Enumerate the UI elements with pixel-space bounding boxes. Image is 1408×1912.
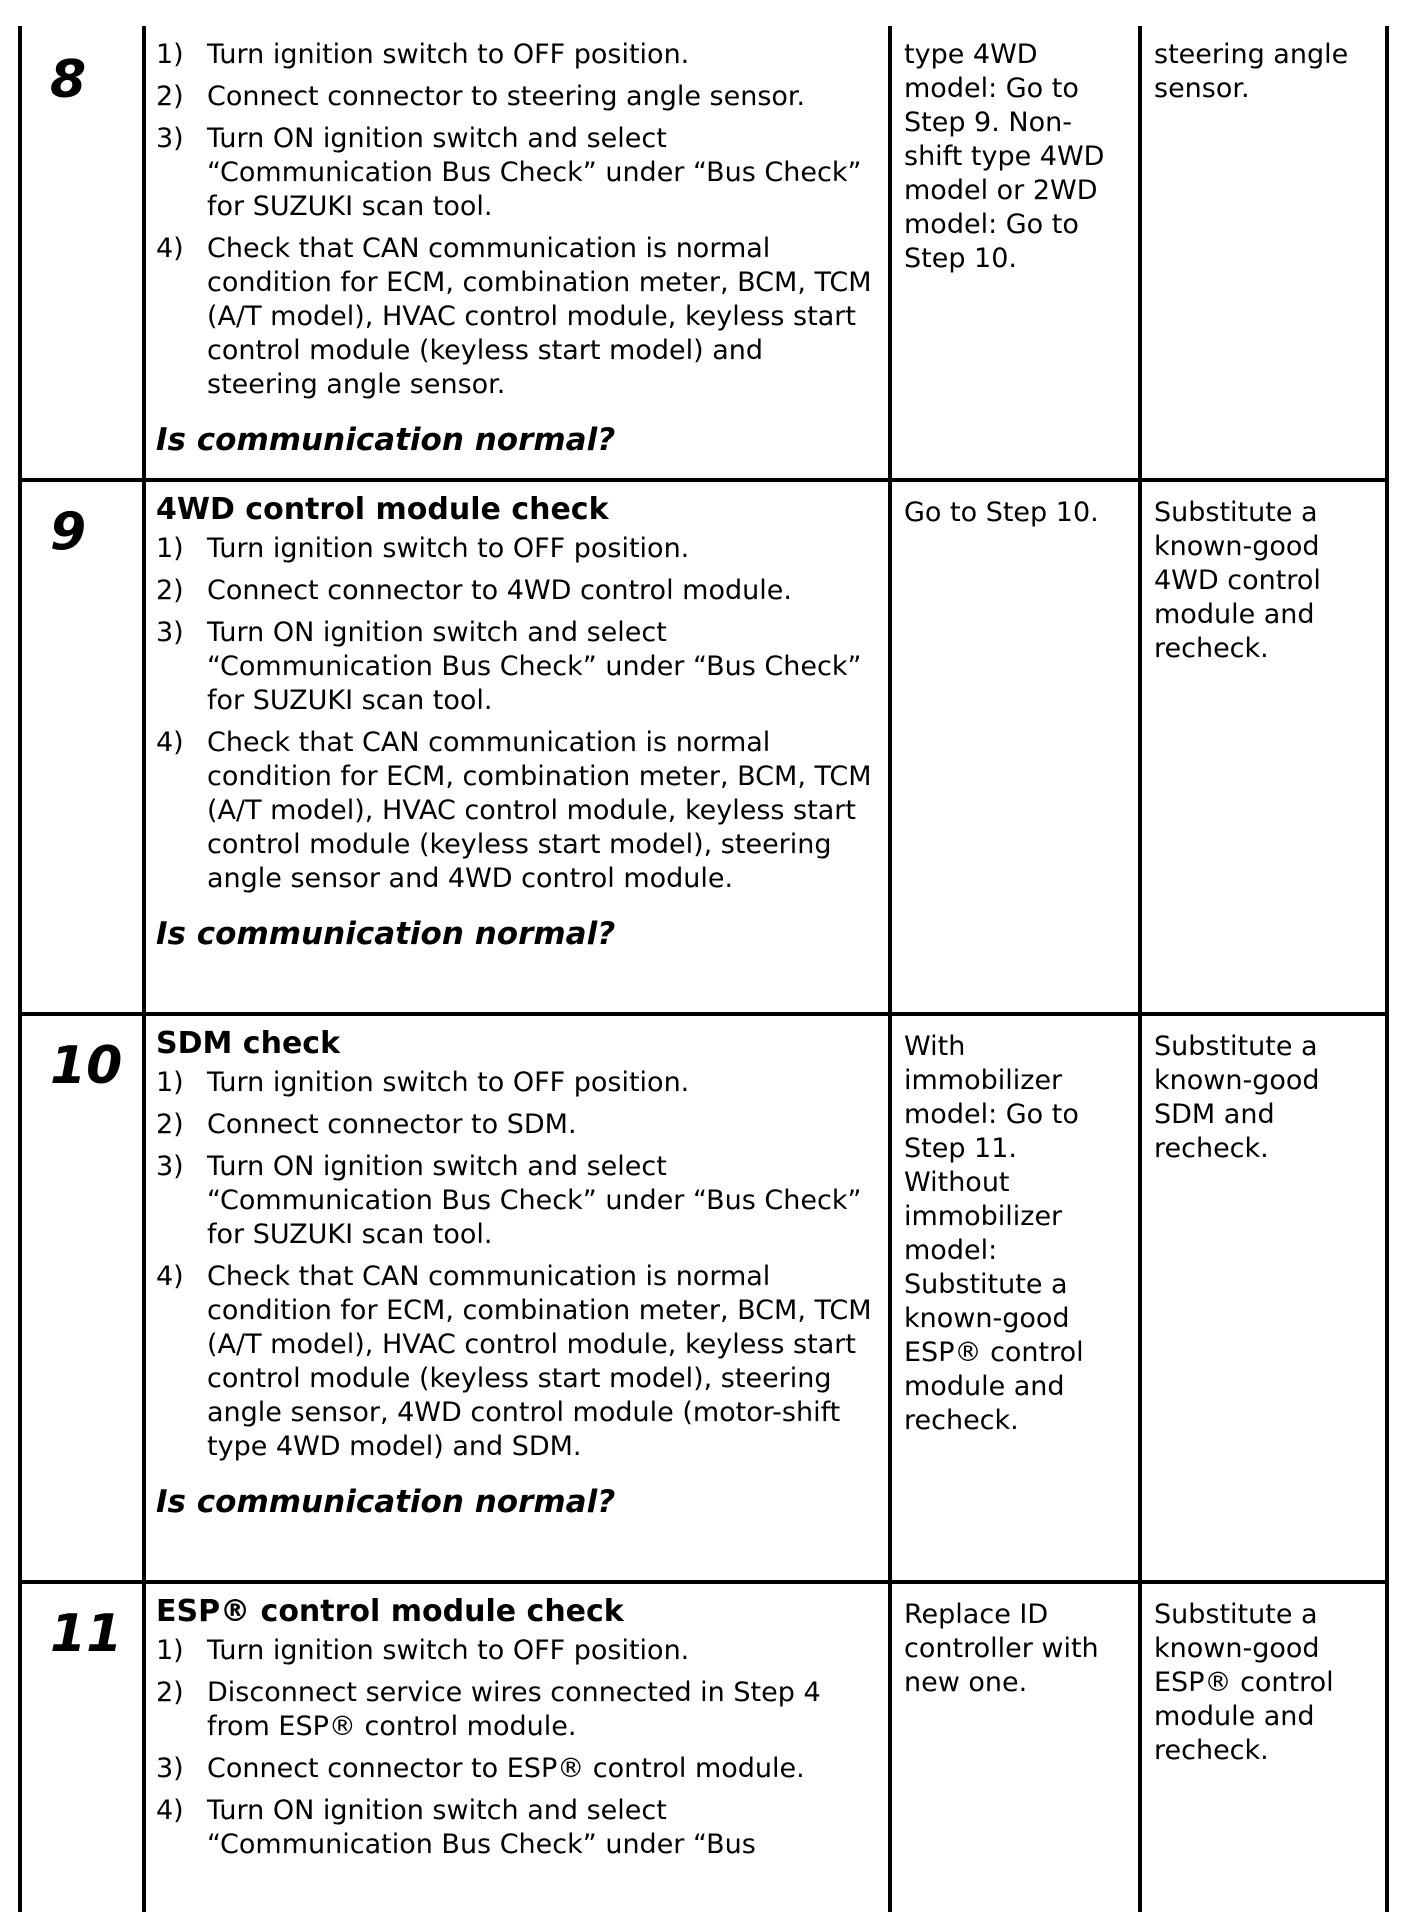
yes-result: With immobilizer model: Go to Step 11. Without immobilizer model: Substitute a known-good ESP® control module and recheck. — [904, 1031, 1084, 1436]
step-description — [156, 492, 878, 952]
step-number: 9 — [50, 502, 87, 562]
column-divider-step — [142, 26, 146, 1912]
procedure-item: 2) Connect connector to steering angle sensor. — [156, 81, 806, 112]
table-border-right — [1385, 26, 1389, 1912]
check-question: Is communication normal? — [156, 422, 616, 458]
row-divider — [18, 1580, 1389, 1584]
step-description — [156, 1026, 878, 1520]
procedure-item: 1) Turn ignition switch to OFF position. — [156, 1067, 690, 1098]
procedure-item: 1) Turn ignition switch to OFF position. — [156, 533, 690, 564]
procedure-item: 3) Turn ON ignition switch and select “Communication Bus Check” under “Bus Check” for SUZUKI scan tool. — [156, 1151, 862, 1250]
column-divider-yes — [1138, 26, 1142, 1912]
procedure-item: 3) Connect connector to ESP® control module. — [156, 1753, 805, 1784]
yes-result: type 4WD model: Go to Step 9. Non-shift type 4WD model or 2WD model: Go to Step 10. — [904, 39, 1105, 274]
procedure-item: 3) Turn ON ignition switch and select “Communication Bus Check” under “Bus Check” for SUZUKI scan tool. — [156, 123, 862, 222]
step-number: 8 — [50, 50, 87, 110]
procedure-item: 4) Check that CAN communication is normal condition for ECM, combination meter, BCM, TCM (A/T model), HVAC control module, keyless start control module (keyless start model), steering angle sensor and 4WD control module. — [156, 727, 872, 894]
step-description — [156, 1594, 878, 1870]
procedure-item: 4) Check that CAN communication is normal condition for ECM, combination meter, BCM, TCM (A/T model), HVAC control module, keyless start control module (keyless start model) and steering angle sensor. — [156, 233, 872, 400]
step-title: ESP® control module check — [156, 1594, 624, 1629]
no-result: Substitute a known-good 4WD control module and recheck. — [1154, 497, 1321, 664]
procedure-item: 2) Connect connector to SDM. — [156, 1109, 577, 1140]
procedure-item: 3) Turn ON ignition switch and select “Communication Bus Check” under “Bus Check” for SUZUKI scan tool. — [156, 617, 862, 716]
procedure-item: 1) Turn ignition switch to OFF position. — [156, 39, 690, 70]
row-divider — [18, 478, 1389, 482]
procedure-list — [156, 1634, 878, 1862]
procedure-item: 1) Turn ignition switch to OFF position. — [156, 1635, 690, 1666]
step-description — [156, 38, 878, 458]
step-number: 11 — [50, 1604, 123, 1664]
procedure-item: 4) Check that CAN communication is normal condition for ECM, combination meter, BCM, TCM (A/T model), HVAC control module, keyless start control module (keyless start model), steering angle sensor, 4WD control module (motor-shift type 4WD model) and SDM. — [156, 1261, 872, 1462]
procedure-item: 2) Connect connector to 4WD control module. — [156, 575, 792, 606]
row-divider — [18, 1012, 1389, 1016]
step-number: 10 — [50, 1036, 123, 1096]
check-question: Is communication normal? — [156, 916, 616, 952]
procedure-list — [156, 532, 878, 896]
check-question: Is communication normal? — [156, 1484, 616, 1520]
procedure-list — [156, 38, 878, 402]
column-divider-action — [888, 26, 892, 1912]
yes-result: Replace ID controller with new one. — [904, 1599, 1099, 1698]
step-title: SDM check — [156, 1026, 341, 1061]
step-title: 4WD control module check — [156, 492, 609, 527]
table-border-left — [18, 26, 22, 1912]
no-result: steering angle sensor. — [1154, 39, 1349, 104]
yes-result: Go to Step 10. — [904, 497, 1099, 528]
procedure-item: 4) Turn ON ignition switch and select “Communication Bus Check” under “Bus — [156, 1795, 756, 1860]
no-result: Substitute a known-good ESP® control module and recheck. — [1154, 1599, 1334, 1766]
no-result: Substitute a known-good SDM and recheck. — [1154, 1031, 1320, 1164]
procedure-item: 2) Disconnect service wires connected in Step 4 from ESP® control module. — [156, 1677, 821, 1742]
procedure-list — [156, 1066, 878, 1464]
